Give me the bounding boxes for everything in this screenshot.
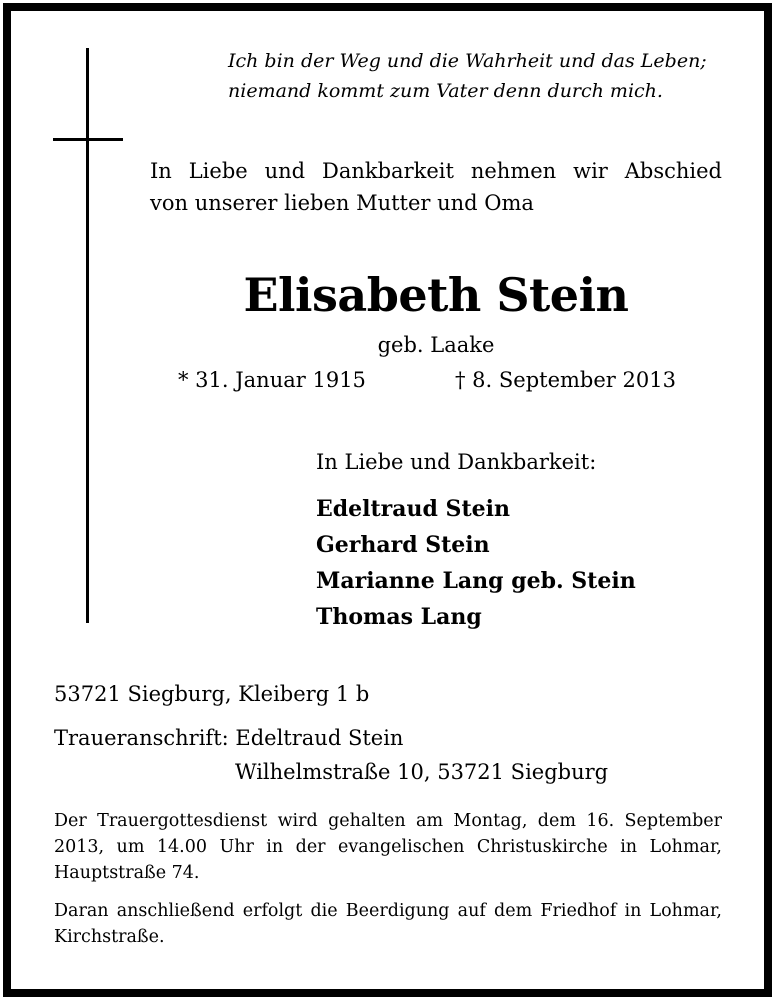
mourner-name: Marianne Lang geb. Stein (316, 568, 636, 594)
cross-icon-horizontal-bar (53, 138, 123, 141)
home-address: 53721 Siegburg, Kleiberg 1 b (54, 682, 370, 706)
deceased-name: Elisabeth Stein (243, 268, 629, 322)
death-date: † 8. September 2013 (455, 368, 676, 392)
verse-line-2: niemand kommt zum Vater denn durch mich. (228, 80, 663, 102)
mourner-name: Thomas Lang (316, 604, 482, 630)
intro-line-1: In Liebe und Dankbarkeit nehmen wir Abschied (150, 159, 722, 183)
birth-date: * 31. Januar 1915 (178, 368, 366, 392)
mourner-name: Gerhard Stein (316, 532, 490, 558)
mourning-address-street: Wilhelmstraße 10, 53721 Siegburg (235, 760, 609, 784)
intro-text (150, 155, 722, 219)
mourners-label: In Liebe und Dankbarkeit: (316, 450, 597, 474)
mourners-list (316, 491, 636, 635)
bible-verse (228, 46, 707, 106)
service-announcement: Der Trauergottesdienst wird gehalten am Montag, dem 16. September 2013, um 14.00 Uhr in der evangelischen Christuskirche in Lohmar, Hauptstraße 74. (54, 811, 722, 883)
verse-line-1: Ich bin der Weg und die Wahrheit und das Leben; (228, 50, 707, 72)
mourning-address-contact: Traueranschrift: Edeltraud Stein (54, 726, 404, 750)
maiden-name: geb. Laake (377, 333, 495, 357)
burial-announcement: Daran anschließend erfolgt die Beerdigung auf dem Friedhof in Lohmar, Kirchstraße. (54, 901, 722, 947)
intro-line-2: von unserer lieben Mutter und Oma (150, 191, 534, 215)
mourner-name: Edeltraud Stein (316, 496, 510, 522)
cross-icon-vertical-bar (86, 48, 89, 623)
